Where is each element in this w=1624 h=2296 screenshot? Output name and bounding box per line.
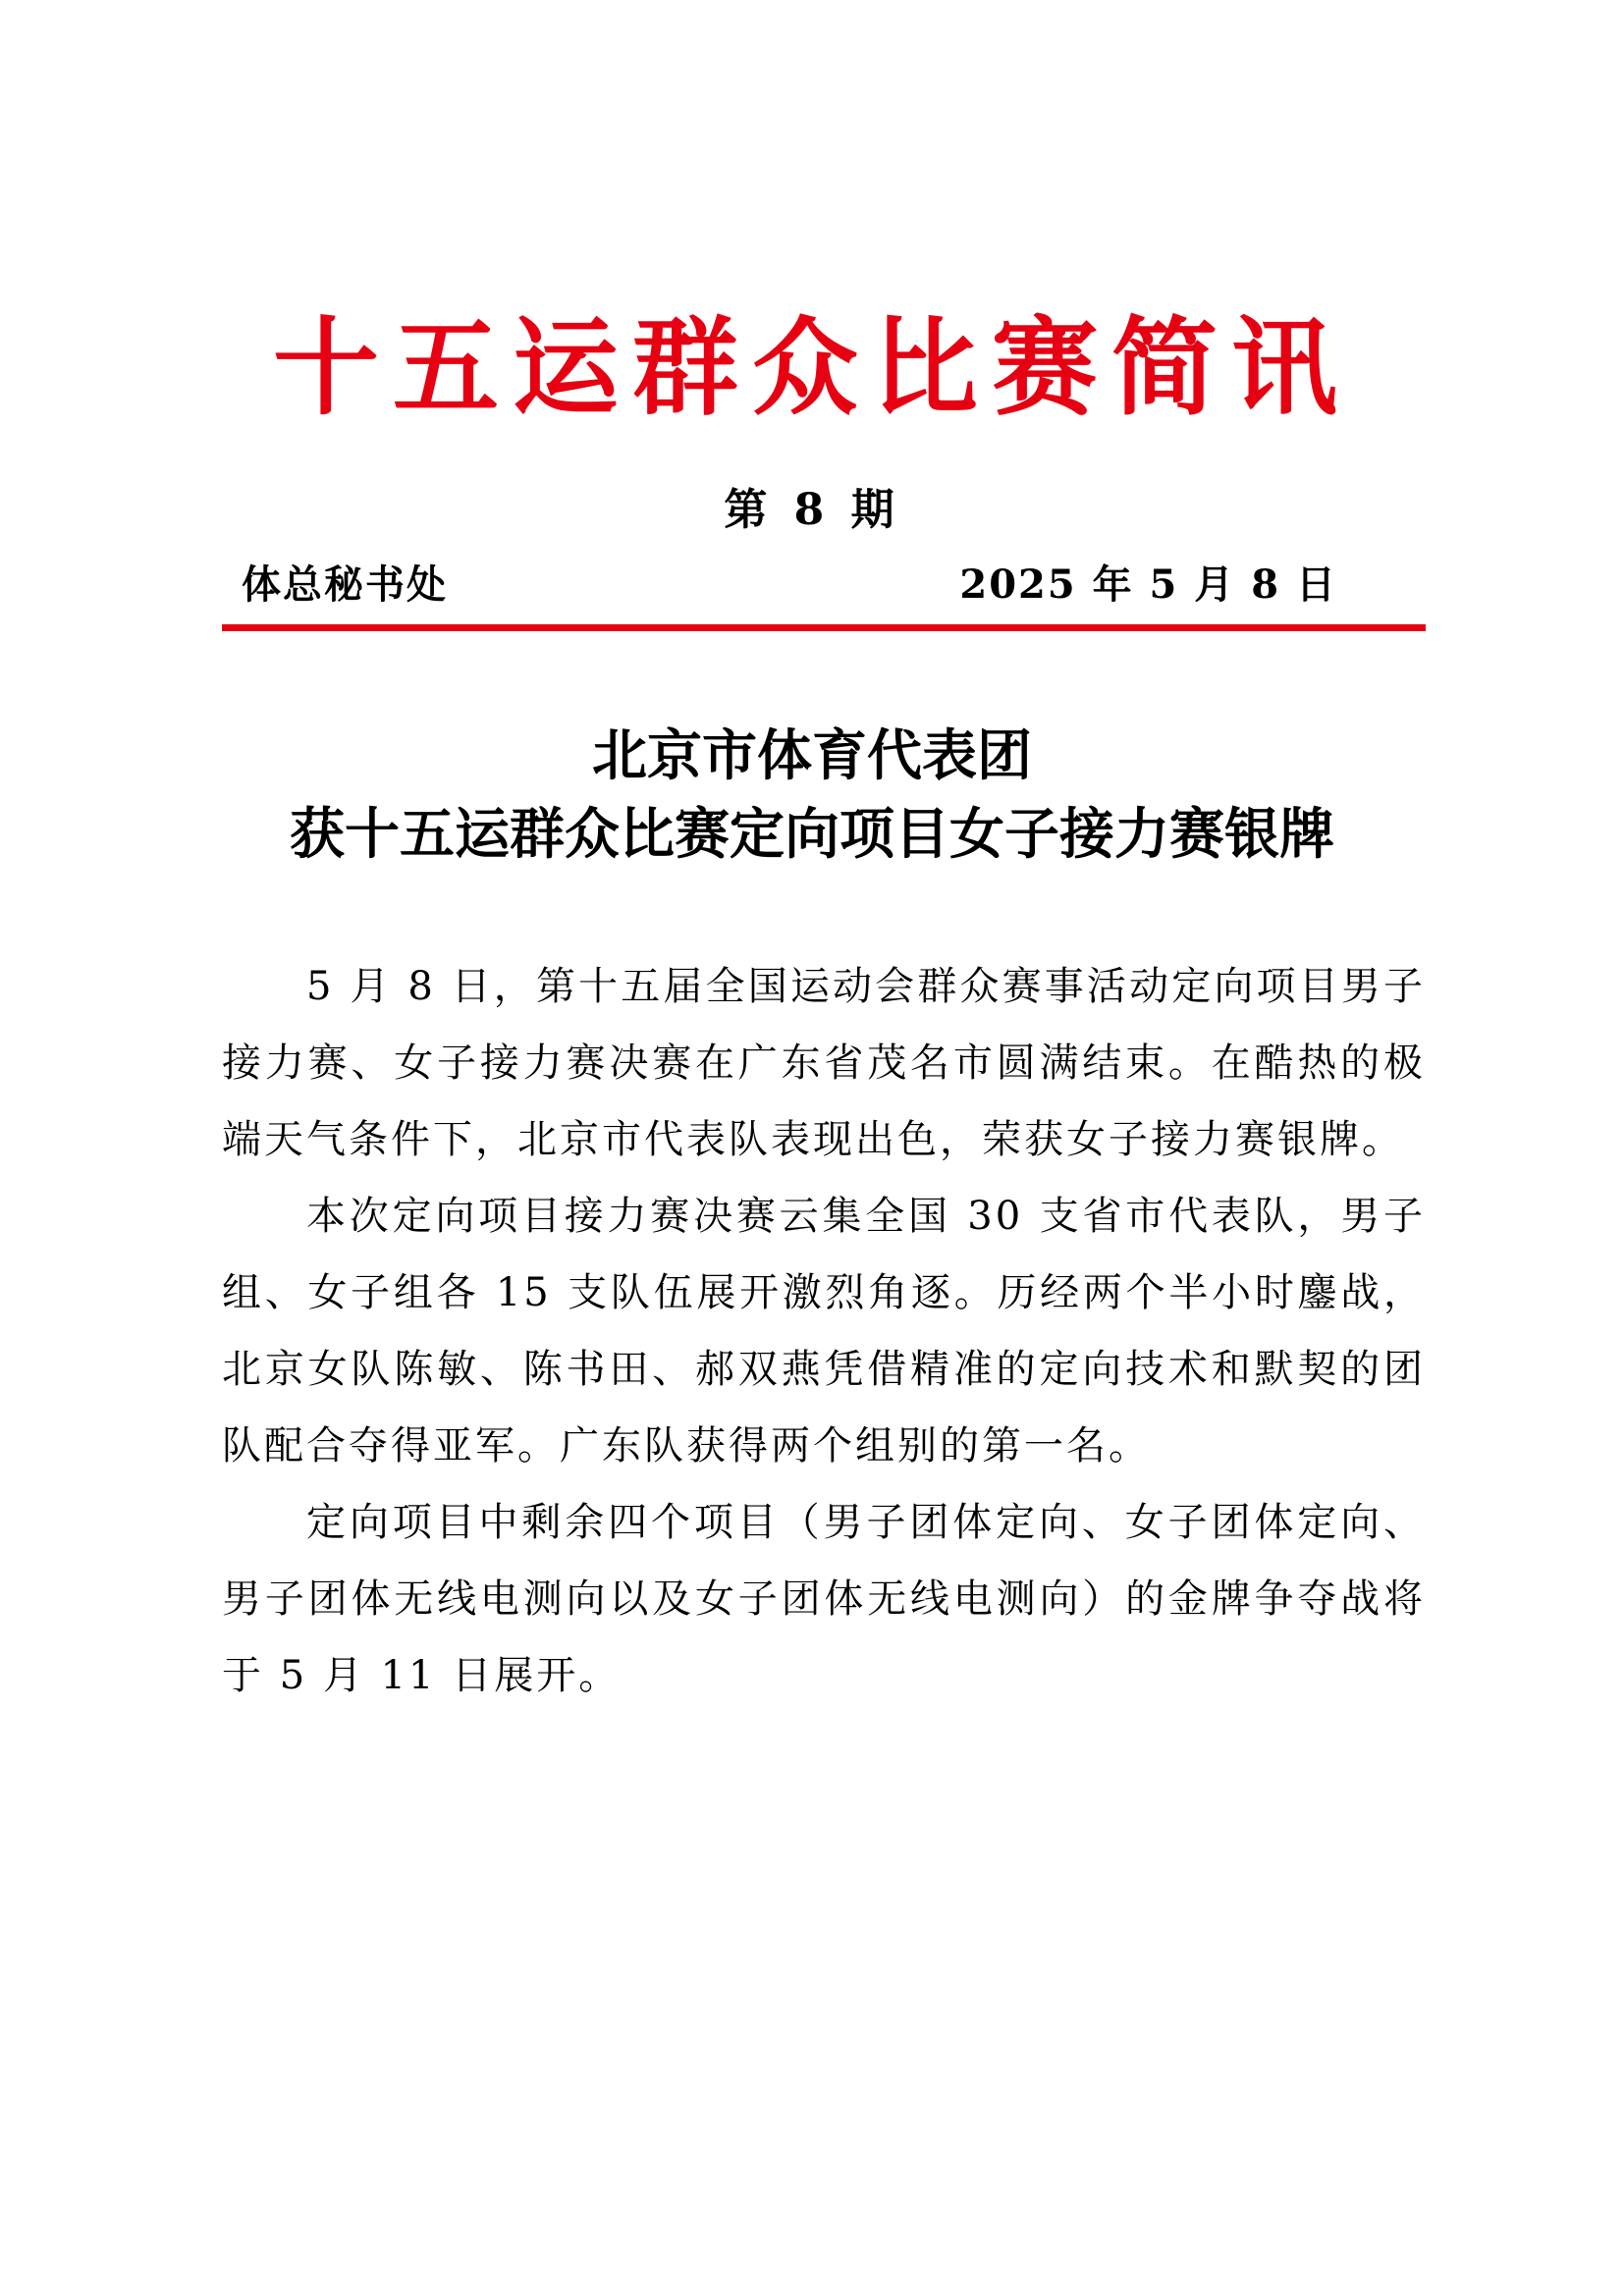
issuer: 体总秘书处 [242,561,448,608]
masthead-title: 十五运群众比赛简讯 [272,306,1351,430]
paragraph-1: 5 月 8 日，第十五届全国运动会群众赛事活动定向项目男子接力赛、女子接力赛决赛在广东省茂名市圆满结束。在酷热的极端天气条件下，北京市代表队表现出色，荣获女子接力赛银牌。 [222,964,1426,1162]
paragraph-2: 本次定向项目接力赛决赛云集全国 30 支省市代表队，男子组、女子组各 15 支队伍展开激烈角逐。历经两个半小时鏖战，北京女队陈敏、陈书田、郝双燕凭借精准的定向技术和默契的团队配合夺得亚军。广东队获得两个组别的第一名。 [222,1194,1426,1468]
paragraph-3: 定向项目中剩余四个项目（男子团体定向、女子团体定向、男子团体无线电测向以及女子团体无线电测向）的金牌争夺战将于 5 月 11 日展开。 [222,1500,1426,1698]
issue-number: 第 8 期 [724,485,900,535]
article-title [0,717,1624,874]
article-title-line-1: 北京市体育代表团 [592,723,1032,788]
masthead-divider [222,624,1426,631]
article-title-line-2: 获十五运群众比赛定向项目女子接力赛银牌 [290,802,1334,867]
issue-date: 2025 年 5 月 8 日 [959,561,1337,608]
article-body [222,948,1426,1714]
